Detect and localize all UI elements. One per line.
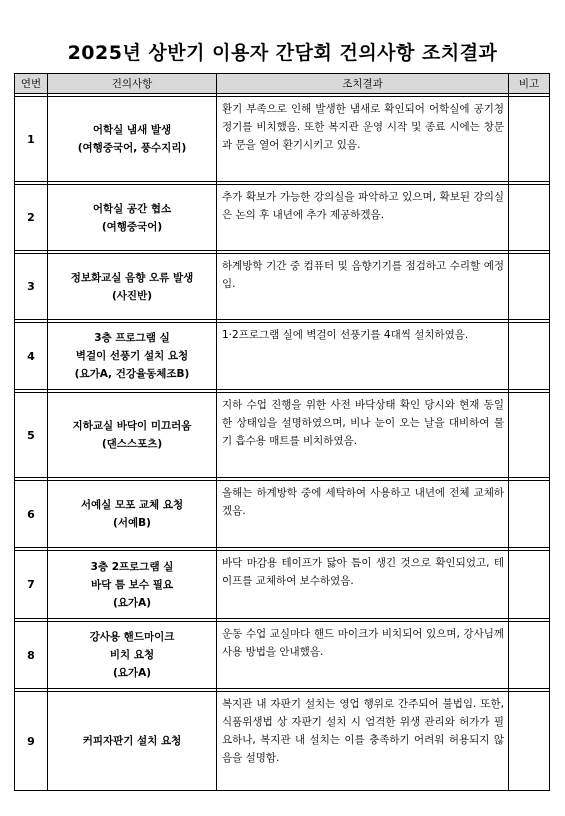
row-number: 1 xyxy=(15,97,48,182)
suggestion-line: 강사용 핸드마이크 xyxy=(89,631,175,643)
suggestion-line: 바닥 틈 보수 필요 xyxy=(91,578,173,591)
row-number: 3 xyxy=(15,254,48,320)
row-number: 8 xyxy=(15,622,48,689)
suggestion-line: 어학실 냄새 발생 xyxy=(92,124,172,136)
suggestion-line: (여행중국어) xyxy=(101,220,163,233)
note-cell xyxy=(509,185,550,251)
table-row xyxy=(15,323,550,390)
action-result: 운동 수업 교실마다 핸드 마이크가 비치되어 있으며, 강사님께 사용 방법을 안내했음. xyxy=(217,622,509,689)
row-number: 2 xyxy=(15,185,48,251)
document-title: 2025년 상반기 이용자 간담회 건의사항 조치결과 xyxy=(67,42,498,64)
suggestion-cell xyxy=(48,622,217,689)
suggestion-cell xyxy=(48,481,217,548)
suggestion-line: 비치 요청 xyxy=(109,649,155,661)
header-item: 건의사항 xyxy=(48,74,217,94)
row-number: 4 xyxy=(15,323,48,390)
note-cell xyxy=(509,551,550,619)
suggestion-cell xyxy=(48,323,217,390)
note-cell xyxy=(509,481,550,548)
note-cell xyxy=(509,692,550,791)
row-number: 6 xyxy=(15,481,48,548)
table-header-row xyxy=(15,74,550,94)
suggestion-line: 어학실 공간 협소 xyxy=(92,202,172,215)
note-cell xyxy=(509,622,550,689)
suggestion-line: 3층 프로그램 실 xyxy=(94,332,170,344)
row-number: 9 xyxy=(15,692,48,791)
action-result: 지하 수업 진행을 위한 사전 바닥상태 확인 당시와 현재 동일한 상태임을 설명하였으며, 비나 눈이 오는 날을 대비하여 물기 흡수용 매트를 비치하였음. xyxy=(217,393,509,478)
suggestion-line: 지하교실 바닥이 미끄러움 xyxy=(72,420,192,432)
action-result: 올해는 하계방학 중에 세탁하여 사용하고 내년에 전체 교체하겠음. xyxy=(217,481,509,548)
suggestion-line: (요가A) xyxy=(112,596,151,609)
suggestion-line: 벽걸이 선풍기 설치 요청 xyxy=(75,350,189,362)
suggestion-cell xyxy=(48,97,217,182)
note-cell xyxy=(509,323,550,390)
suggestion-line: 커피자판기 설치 요청 xyxy=(82,735,182,747)
suggestion-line: (여행중국어, 풍수지리) xyxy=(77,142,187,154)
table-row xyxy=(15,551,550,619)
table-row xyxy=(15,185,550,251)
suggestion-line: (요가A) xyxy=(112,667,151,679)
header-result: 조치결과 xyxy=(217,74,509,94)
action-result: 바닥 마감용 테이프가 닳아 틈이 생긴 것으로 확인되었고, 테이프를 교체하여 보수하였음. xyxy=(217,551,509,619)
table-row xyxy=(15,393,550,478)
suggestion-line: 서예실 모포 교체 요청 xyxy=(80,499,184,511)
suggestion-line: (서예B) xyxy=(113,517,151,529)
suggestion-cell xyxy=(48,692,217,791)
suggestion-line: 정보화교실 음향 오류 발생 xyxy=(70,271,194,284)
table-row xyxy=(15,692,550,791)
action-result: 1·2프로그램 실에 벽걸이 선풍기를 4대씩 설치하였음. xyxy=(217,323,509,390)
suggestion-cell xyxy=(48,185,217,251)
table-row xyxy=(15,97,550,182)
row-number: 5 xyxy=(15,393,48,478)
suggestion-cell xyxy=(48,393,217,478)
suggestion-line: (요가A, 건강율동체조B) xyxy=(74,368,190,380)
table-row xyxy=(15,622,550,689)
note-cell xyxy=(509,393,550,478)
suggestion-line: (댄스스포츠) xyxy=(101,438,163,450)
note-cell xyxy=(509,254,550,320)
suggestion-line: 3층 2프로그램 실 xyxy=(90,560,174,573)
action-results-table xyxy=(14,73,550,791)
action-result: 환기 부족으로 인해 발생한 냄새로 확인되어 어학실에 공기청정기를 비치했음. 또한 복지관 운영 시작 및 종료 시에는 창문과 문을 열어 환기시키고 있음. xyxy=(217,97,509,182)
note-cell xyxy=(509,97,550,182)
suggestion-cell xyxy=(48,254,217,320)
action-result: 추가 확보가 가능한 강의실을 파악하고 있으며, 확보된 강의실은 논의 후 내년에 추가 제공하겠음. xyxy=(217,185,509,251)
table-row xyxy=(15,254,550,320)
header-note: 비고 xyxy=(509,74,550,94)
suggestion-cell xyxy=(48,551,217,619)
action-result: 복지관 내 자판기 설치는 영업 행위로 간주되어 불법임. 또한, 식품위생법 상 자판기 설치 시 엄격한 위생 관리와 허가가 필요하나, 복지관 내 설치는 이를 충족하기 어려워 허용되지 않음을 설명함. xyxy=(217,692,509,791)
table-row xyxy=(15,481,550,548)
action-result: 하계방학 기간 중 컴퓨터 및 음향기기를 점검하고 수리할 예정임. xyxy=(217,254,509,320)
header-no: 연번 xyxy=(15,74,48,94)
suggestion-line: (사진반) xyxy=(111,289,153,302)
row-number: 7 xyxy=(15,551,48,619)
